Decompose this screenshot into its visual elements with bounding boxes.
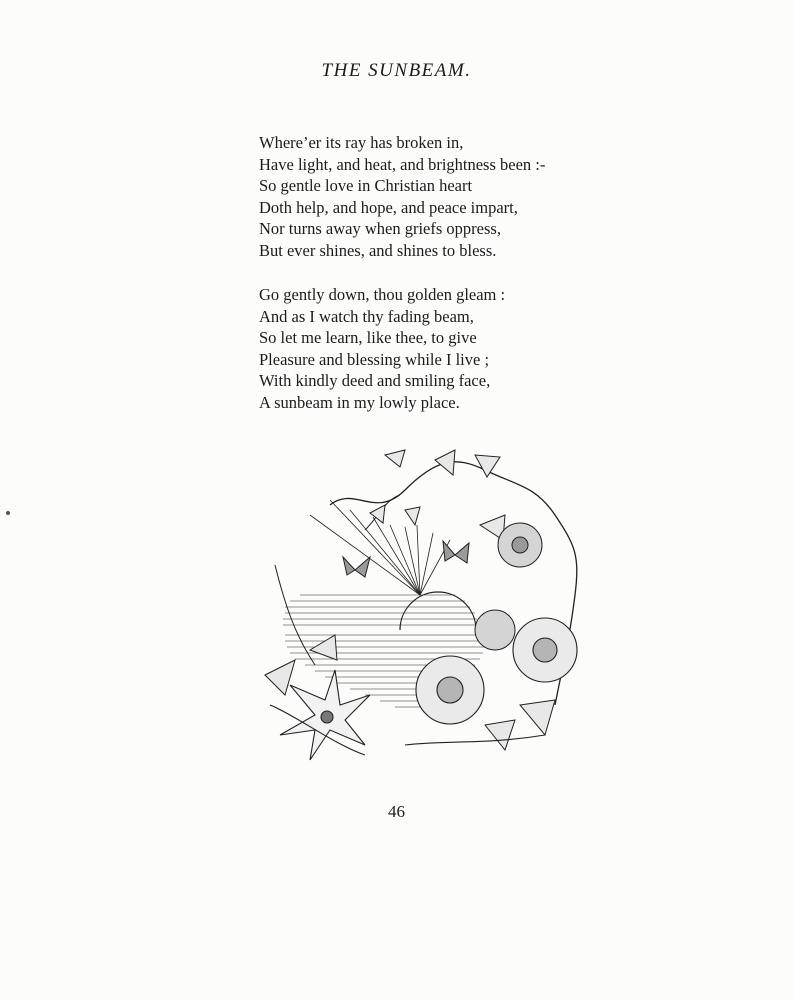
- poem-line: Have light, and heat, and brightness been :-: [259, 154, 546, 174]
- poem-line: Nor turns away when griefs oppress,: [259, 219, 501, 239]
- lily: [280, 670, 370, 760]
- print-speck: [6, 511, 10, 515]
- poem-line: Go gently down, thou golden gleam :: [259, 285, 506, 304]
- stanza-1: [259, 132, 545, 262]
- sunset-floral-engraving: [255, 445, 585, 770]
- poem-line: So gentle love in Christian heart: [259, 176, 473, 196]
- poem-line: And as I watch thy fading beam,: [259, 306, 474, 326]
- poem-line: But ever shines, and shines to bless.: [259, 240, 497, 260]
- poem-line: With kindly deed and smiling face,: [259, 371, 491, 391]
- poem-line: So let me learn, like thee, to give: [259, 328, 477, 348]
- poem-line: A sunbeam in my lowly place.: [259, 392, 460, 412]
- poem-line: Doth help, and hope, and peace impart,: [259, 197, 518, 217]
- page-number: 46: [388, 802, 405, 821]
- running-title: THE SUNBEAM.: [321, 60, 472, 81]
- poem-line: Where’er its ray has broken in,: [259, 133, 464, 152]
- setting-sun: [400, 592, 476, 630]
- stanza-2: [259, 284, 505, 414]
- poem-line: Pleasure and blessing while I live ;: [259, 349, 490, 369]
